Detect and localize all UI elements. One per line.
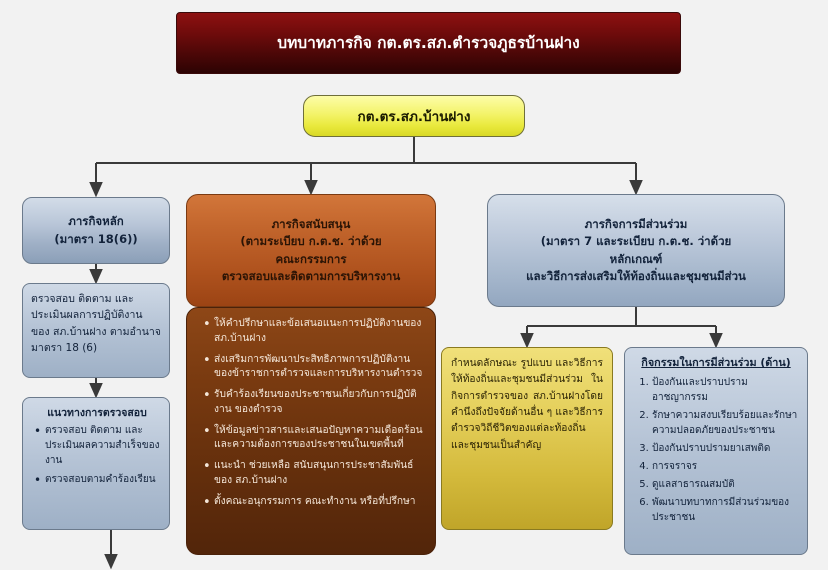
participation-pattern-box [441, 347, 613, 530]
col2-header-line-2: (ตามระเบียบ ก.ต.ช. ว่าด้วย [240, 234, 382, 249]
list-item: • ตรวจสอบ ติดตาม และประเมินผลความสำเร็จของงาน [45, 423, 163, 468]
list-item: • ส่งเสริมการพัฒนาประสิทธิภาพการปฏิบัติงานของข้าราชการตำรวจและการบริหารงานตำรวจ [203, 353, 425, 383]
column-header-main-duty [22, 197, 170, 264]
list-item: 1. ป้องกันและปราบปรามอาชญากรรม [652, 375, 799, 405]
col2-header-line-3: คณะกรรมการ [275, 251, 347, 266]
inspection-duty-text: ตรวจสอบ ติดตาม และประเมินผลการปฏิบัติงานของ สภ.บ้านฝาง ตามอำนาจมาตรา 18 (6) [31, 293, 161, 354]
col1-header-line-2: (มาตรา 18(6)) [54, 231, 138, 246]
support-duty-list-box [186, 307, 436, 555]
col3-header-line-2: (มาตรา 7 และระเบียบ ก.ต.ช. ว่าด้วย [540, 234, 732, 249]
col3-header-line-3: หลักเกณฑ์ [609, 251, 663, 266]
participation-pattern-text: กำหนดลักษณะ รูปแบบ และวิธีการให้ท้องถิ่นและชุมชนมีส่วนร่วม ในกิจการตำรวจของ สภ.บ้านฝางโดยคำนึงถึงปัจจัยด้านอื่น ๆ และวิธีการตำรวจวิถีชีวิตของแต่ละท้องถิ่นและชุมชนเป็นสำคัญ [451, 358, 603, 451]
col3-header-line-4: และวิธีการส่งเสริมให้ท้องถิ่นและชุมชนมีส่วน [526, 268, 746, 283]
inspection-guideline-box [22, 397, 170, 530]
list-item: • รับคำร้องเรียนของประชาชนเกี่ยวกับการปฏิบัติงาน ของตำรวจ [203, 388, 425, 418]
list-item: • แนะนำ ช่วยเหลือ สนับสนุนการประชาสัมพันธ์ของ สภ.บ้านฝาง [203, 459, 425, 489]
inspection-duty-box [22, 283, 170, 378]
col3-header-line-1: ภารกิจการมีส่วนร่วม [584, 217, 688, 231]
inspection-guideline-list [31, 423, 163, 487]
list-item: • ตรวจสอบตามคำร้องเรียน [45, 472, 163, 487]
list-item: • ให้ข้อมูลข่าวสารและเสนอปัญหาความเดือดร้อนและความต้องการของประชาชนในเขตพื้นที่ [203, 424, 425, 454]
col2-header-line-1: ภารกิจสนับสนุน [271, 217, 351, 231]
root-node [303, 95, 525, 137]
list-item: 6. พัฒนาบทบาทการมีส่วนร่วมของประชาชน [652, 495, 799, 525]
participation-activities-box [624, 347, 808, 555]
participation-activities-title: กิจกรรมในการมีส่วนร่วม (ด้าน) [641, 356, 791, 369]
column-header-support-duty [186, 194, 436, 307]
list-item: 5. ดูแลสาธารณสมบัติ [652, 477, 799, 492]
list-item: 4. การจราจร [652, 459, 799, 474]
root-node-label: กต.ตร.สภ.บ้านฝาง [357, 109, 471, 125]
list-item: • ตั้งคณะอนุกรรมการ คณะทำงาน หรือที่ปรึกษา [203, 495, 425, 510]
list-item: • ให้คำปรึกษาและข้อเสนอแนะการปฏิบัติงานของ สภ.บ้านฝาง [203, 317, 425, 347]
list-item: 2. รักษาความสงบเรียบร้อยและรักษาความปลอดภัยของประชาชน [652, 408, 799, 438]
list-item: 3. ป้องกันปราบปรามยาเสพติด [652, 441, 799, 456]
page-title: บทบาทภารกิจ กต.ตร.สภ.ตำรวจภูธรบ้านฝาง [277, 33, 580, 52]
participation-activities-list [633, 375, 799, 525]
col2-header-line-4: ตรวจสอบและติดตามการบริหารงาน [221, 268, 401, 283]
support-duty-list [203, 317, 425, 510]
diagram-title-banner [176, 12, 681, 74]
inspection-guideline-title: แนวทางการตรวจสอบ [47, 407, 147, 419]
col1-header-line-1: ภารกิจหลัก [68, 214, 124, 229]
column-header-participation-duty [487, 194, 785, 307]
